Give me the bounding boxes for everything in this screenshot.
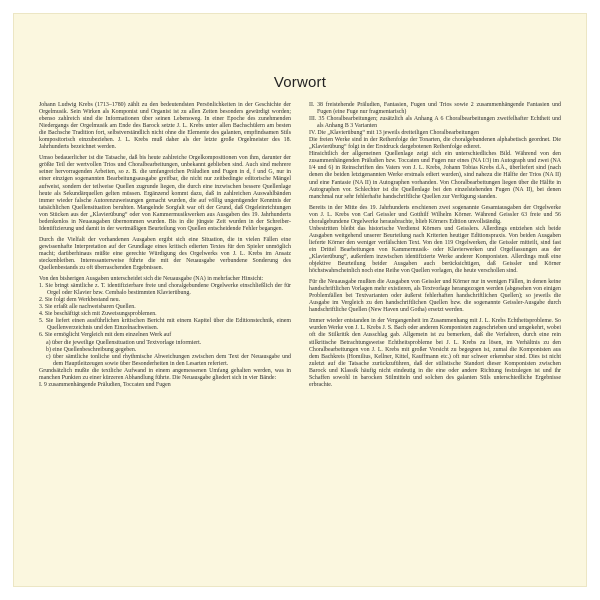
paragraph: Unbestritten bleibt das historische Verdienst Körners und Geisslers. Allerdings entziehen sich beide Ausgaben weitgehend unserer Beurteilung nach Kriterien heutiger Editionspraxis. Von beiden Ausgaben lieferte Körner den weniger verfälschten Text. Von den 119 Orgelwerken, die Geissler mitteilt, sind fast ein Drittel Bearbeitungen von Kammermusik- oder Klavierwerken und Orgelfassungen aus der „Klavierübung“, außerdem inzwischen identifizierte Werke anderer Komponisten. Allerdings muß eine objektive Beurteilung beider Ausgaben auch berücksichtigen, daß Geissler und Körner höchstwahrscheinlich noch eine Reihe von Quellen vorlagen, die heute verschollen sind. <box>309 225 561 275</box>
paragraph: Durch die Vielfalt der vorhandenen Ausgaben ergibt sich eine Situation, die in vielen Fällen eine gewissenhafte Interpretation auf der Grundlage eines kritisch edierten Textes für den Spieler unmöglich macht; darüberhinaus müßte eine gerechte Würdigung des Orgelwerks von J. L. Krebs im Ansatz steckenbleiben. Interessanterweise führte die mit der Neuausgabe verbundene Sonderung des Quellenbestands zu oft überraschenden Ergebnissen. <box>39 236 291 272</box>
paragraph: Bereits in der Mitte des 19. Jahrhunderts erschienen zwei sogenannte Gesamtausgaben der Orgelwerke von J. L. Krebs von Carl Geissler und Gotthilf Wilhelm Körner. Während Geissler 63 freie und 56 choralgebundene Orgelwerke herausbrachte, blieb Körners Edition unvollständig. <box>309 204 561 225</box>
list-item: 1. Sie bringt sämtliche z. T. identifizierbare freie und choralgebundene Orgelwerke einschließlich der für Orgel oder Klavier bzw. Cembalo bestimmten Klavierübung. <box>39 283 291 297</box>
paragraph: Grundsätzlich mußte die textliche Aufwand in einem angemessenen Umfang gehalten werden, was in manchen Punkten zu einer kürzeren Abhandlung führte. Die Neuausgabe gliedert sich in vier Bände: <box>39 367 291 381</box>
list-item: IV. Die „Klavierübung“ mit 13 jeweils dreiteiligen Choralbearbeitungen <box>309 130 480 137</box>
paragraph: Immer wieder entstanden in der Vergangenheit im Zusammenhang mit J. L. Krebs Echtheitsprobleme. So wurden Werke von J. L. Krebs J. S. Bach oder anderen Komponisten zugeschrieben und umgekehrt, wobei oft die Stilkritik den Ausschlag gab. Allgemein ist zu bemerken, daß die Verfahren, durch eine rein stilkritische Betrachtungsweise Echtheitsprobleme bei J. L. Krebs zu lösen, im Verhältnis zu den Choralbearbeitungen von J. L. Krebs mit großer Vorsicht zu begegnen ist, zumal die Komponisten aus dem Bachkreis (Homilius, Kellner, Kittel, Kauffmann etc.) oft nur schwer erkennbar sind. Dies ist nicht zuletzt auf die Tatsache zurückzuführen, daß der stilistische Standort dieser Komponisten zwischen Barock und Klassik häufig nicht eindeutig in die eine oder andere Richtung festzulegen ist und ihr Schaffen sowohl in barocken Stilmitteln und solchen des galanten Stils unterschiedliche Ergebnisse erbrachte. <box>309 318 561 388</box>
page-title: Vorwort <box>273 74 327 91</box>
paragraph: Umso bedauerlicher ist die Tatsache, daß bis heute zahlreiche Orgelkompositionen von ihm, darunter der größte Teil der wertvollen Trios und Choralbearbeitungen, unbekannt geblieben sind. Auch sind mehrere seiner hervorragenden Arbeiten, so z. B. die umfangreichen Präludien und Fugen in d, f und G, nur in einer einzigen sogenannten Bearbeitungsausgabe greifbar, die nicht nur zeitbedingte editorische Mängel aufweist, sondern der teilweise Quellen zugrunde liegen, die durch eine inzwischen bessere Quellenlage heute als Sekundärquellen gelten müssen. Ergänzend kommt dazu, daß in zahlreichen Auswahlbänden immer wieder falsche Autorenzuweisungen gemacht wurden, die auf völlig ungenügender Kenntnis der tatsächlichen Quellensituation beruhten. Mangelnde Sorgfalt war oft der Grund, daß Orgeleinrichtungen von Stücken aus der „Klavierübung“ oder von Kammermusikwerken aus Ausgaben des 19. Jahrhunderts bedenkenlos in Neuausgaben übernommen wurden. Bis in die jüngste Zeit wurden in der Schreiber-Identifizierung und damit in der wertmäßigen Beurteilung von Quellen entscheidende Fehler begangen. <box>39 155 291 232</box>
paragraph: Die freien Werke sind in der Reihenfolge der Tonarten, die choralgebundenen alphabetisch geordnet. Die „Klavierübung“ folgt in der Erstdruck dargebotenen Reihenfolge edieret. <box>309 137 561 151</box>
list-subitem: b) eine Quellenbeschreibung gegeben. <box>46 346 137 353</box>
list-item: 2. Sie folgt dem Werkbestand neu. <box>39 297 121 304</box>
list-subitem: c) über sämtliche tonliche und rhythmische Abweichungen zwischen dem Text der Neuausgabe und dem Hauptleitzeugen sowie über Besonderheiten in den Lesarten referiert. <box>46 353 291 367</box>
list-item: 6. Sie ermöglicht Vergleich mit dem einzelnen Werk auf <box>39 332 172 339</box>
paragraph: Von den bisherigen Ausgaben unterscheidet sich die Neuausgabe (NA) in mehrfacher Hinsicht: <box>39 276 264 283</box>
paragraph: Für die Neuausgabe mußten die Ausgaben von Geissler und Körner nur in wenigen Fällen, in denen keine handschriftlichen Vorlagen mehr existieren, als Textvorlage herangezogen werden (abgesehen von einigen Problemfällen bei Textvarianten oder äußerst fehlerhaften handschriftlichen Quellen); so jeweils die Ausgabe im Vergleich zu den handschriftlichen Quellen bzw. die sogenannte Geissler-Ausgabe durch handschriftliche Quellen (New Haven und Gotha) ersetzt werden. <box>309 279 561 314</box>
list-item: III. 35 Choralbearbeitungen; zusätzlich als Anhang A 6 Choralbearbeitungen zweifelhafter Echtheit und als Anhang B 3 Varianten <box>309 116 561 130</box>
list-item: 4. Sie beschäftigt sich mit Zuweisungsproblemen. <box>39 311 157 318</box>
paragraph: Hinsichtlich der allgemeinen Quellenlage zeigt sich ein unterschiedliches Bild. Während von den zusammenhängenden Präludien bzw. Toccaten und Fugen nur eines (NA I/3) im Autograph und zwei (NA I/4 und 6) in Reinschriften des Vaters von J. L. Krebs, Johann Tobias Krebs d.Ä., überliefert sind (nach denen die beiden letztgenannten Werke erstmals ediert wurden), sind nahezu die Hälfte der Trios (NA II) und eine Fantasie (NA II) in Autographen vorhanden. Von Choralbearbeitungen liegen über die Hälfte in Autographen vor. Schlechter ist die Quellenlage bei den einzelstehenden Fugen (NA II), bei denen manchmal nur sehr fehlerhafte handschriftliche Quellen zur Verfügung standen. <box>309 151 561 200</box>
document-page <box>14 14 586 586</box>
list-item: I. 9 zusammenhängende Präludien, Toccaten und Fugen <box>39 381 171 388</box>
list-item: II. 38 freistehende Präludien, Fantasien, Fugen und Trios sowie 2 zusammenhängende Fantasien und Fugen (eine Fuge nur fragmentarisch) <box>309 102 561 116</box>
list-item: 3. Sie erfaßt alle nachweisbaren Quellen. <box>39 304 136 311</box>
list-subitem: a) über die jeweilige Quellensituation und Textvorlage informiert. <box>46 339 202 346</box>
list-item: 5. Sie liefert einen ausführlichen kritischen Bericht mit einem Kapitel über die Editionstechnik, einem Quellenverzeichnis und den Einzelnachweisen. <box>39 318 291 332</box>
left-column <box>39 102 291 389</box>
right-column <box>309 102 561 389</box>
paragraph: Johann Ludwig Krebs (1713–1780) zählt zu den bedeutendsten Persönlichkeiten in der Geschichte der Orgelmusik. Sein Wirken als Komponist und Organist ist zu allen Zeiten besonders gewürdigt worden; ebenso zahlreich sind die Informationen über seinen Lebensweg. In einer Epoche des zunehmenden Niedergangs der Orgelmusik am Ende des Barock setzte J. L. Krebs unter allen Bachschülern am besten die Bachsche Tradition fort, selbstverständlich nicht ohne die Elemente des galanten, empfindsamen Stils kompositorisch einzubeziehen. J. L. Krebs muß daher als der letzte große Orgelmeister des 18. Jahrhunderts bezeichnet werden. <box>39 102 291 151</box>
